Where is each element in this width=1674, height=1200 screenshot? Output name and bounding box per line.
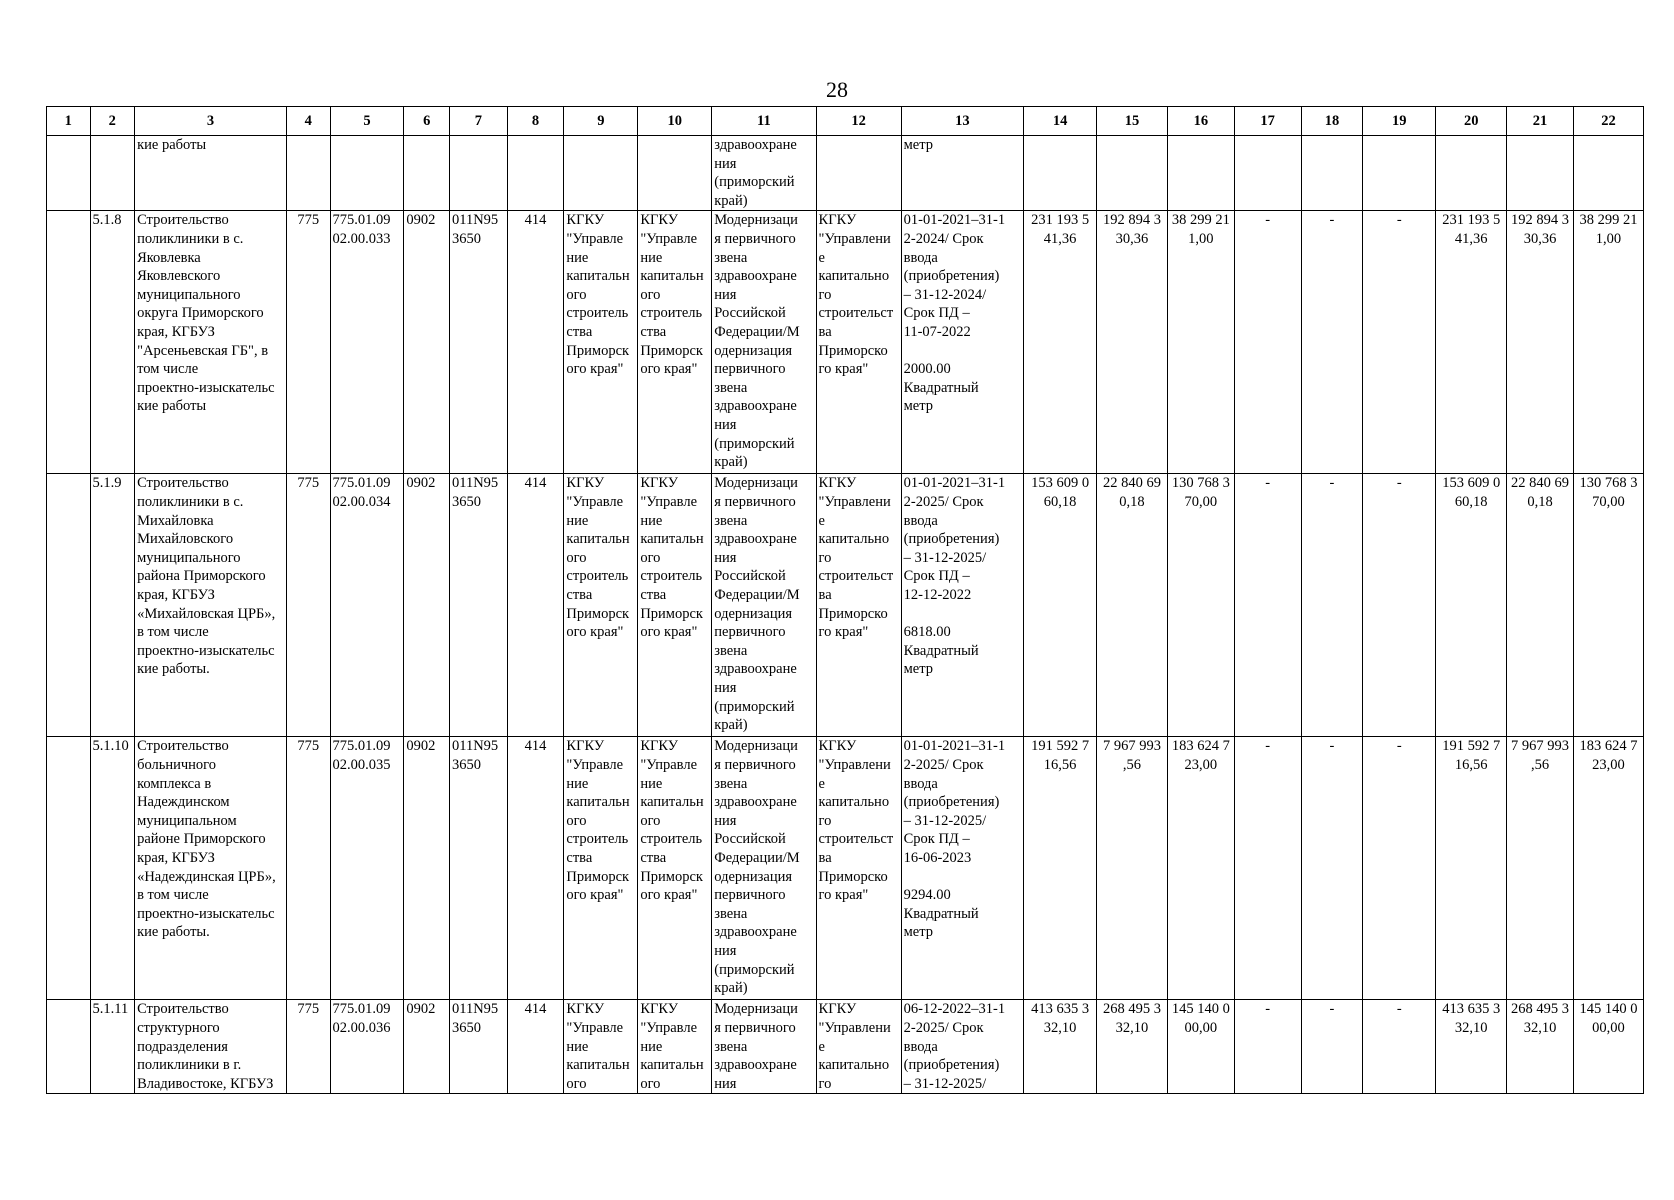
table-cell: 011N95 3650: [449, 211, 507, 474]
table-row: [47, 136, 1644, 211]
table-cell: 145 140 0 00,00: [1573, 1000, 1643, 1094]
table-cell: КГКУ "Управле ние капитальн ого строитель ства Приморск ого края": [564, 211, 638, 474]
table-cell: 775: [286, 1000, 330, 1094]
column-header: 7: [449, 107, 507, 136]
table-cell: 775.01.09 02.00.034: [330, 474, 404, 737]
column-header: 12: [816, 107, 901, 136]
column-header: 4: [286, 107, 330, 136]
table-cell: КГКУ "Управлени е капитально го строительст ва Приморско го края": [816, 737, 901, 1000]
column-header: 20: [1436, 107, 1507, 136]
table-cell: [564, 136, 638, 211]
table-row: [47, 1000, 1644, 1094]
table-cell: 231 193 5 41,36: [1024, 211, 1097, 474]
column-header: 3: [135, 107, 287, 136]
table-cell: -: [1301, 737, 1363, 1000]
table-cell: 0902: [404, 211, 450, 474]
table-cell: [286, 136, 330, 211]
header-row: [47, 107, 1644, 136]
table-cell: [47, 211, 91, 474]
table-cell: 130 768 3 70,00: [1167, 474, 1234, 737]
table-cell: -: [1301, 1000, 1363, 1094]
column-header: 22: [1573, 107, 1643, 136]
table-cell: 01-01-2021–31-1 2-2024/ Срок ввода (приобретения) – 31-12-2024/ Срок ПД – 11-07-2022 2000.00 Квадратный метр: [901, 211, 1024, 474]
item-number: 5.1.9: [90, 474, 135, 737]
object-description: Строительство больничного комплекса в Надеждинском муниципальном районе Приморского края, КГБУЗ «Надеждинская ЦРБ», в том числе проектно-изыскательс кие работы.: [135, 737, 287, 1000]
table-cell: КГКУ "Управле ние капитальн ого: [564, 1000, 638, 1094]
column-header: 18: [1301, 107, 1363, 136]
table-cell: 153 609 0 60,18: [1436, 474, 1507, 737]
table-cell: КГКУ "Управлени е капитально го: [816, 1000, 901, 1094]
table-cell: 145 140 0 00,00: [1167, 1000, 1234, 1094]
table-cell: здравоохране ния (приморский край): [712, 136, 816, 211]
table-cell: [816, 136, 901, 211]
table-cell: 268 495 3 32,10: [1507, 1000, 1574, 1094]
table-cell: -: [1234, 474, 1301, 737]
object-description: Строительство структурного подразделения поликлиники в г. Владивостоке, КГБУЗ: [135, 1000, 287, 1094]
table-cell: [47, 474, 91, 737]
table-cell: [330, 136, 404, 211]
table-cell: КГКУ "Управлени е капитально го строительст ва Приморско го края": [816, 474, 901, 737]
table-cell: [1436, 136, 1507, 211]
column-header: 5: [330, 107, 404, 136]
table-cell: 413 635 3 32,10: [1024, 1000, 1097, 1094]
table-cell: [90, 136, 135, 211]
table-cell: 183 624 7 23,00: [1573, 737, 1643, 1000]
table-cell: КГКУ "Управлени е капитально го строительст ва Приморско го края": [816, 211, 901, 474]
table-cell: 22 840 69 0,18: [1507, 474, 1574, 737]
table-cell: КГКУ "Управле ние капитальн ого строитель ства Приморск ого края": [564, 474, 638, 737]
table-cell: 775.01.09 02.00.035: [330, 737, 404, 1000]
column-header: 16: [1167, 107, 1234, 136]
table-cell: 7 967 993 ,56: [1507, 737, 1574, 1000]
column-header: 17: [1234, 107, 1301, 136]
table-row: [47, 737, 1644, 1000]
table-cell: -: [1301, 211, 1363, 474]
column-header: 8: [507, 107, 564, 136]
table-cell: КГКУ "Управле ние капитальн ого строитель ства Приморск ого края": [638, 474, 712, 737]
table-cell: Модернизаци я первичного звена здравоохране ния Российской Федерации/М одернизация первичного звена здравоохране ния (приморский край): [712, 211, 816, 474]
table-cell: [1024, 136, 1097, 211]
table-cell: 153 609 0 60,18: [1024, 474, 1097, 737]
table-cell: 01-01-2021–31-1 2-2025/ Срок ввода (приобретения) – 31-12-2025/ Срок ПД – 16-06-2023 9294.00 Квадратный метр: [901, 737, 1024, 1000]
table-cell: 192 894 3 30,36: [1507, 211, 1574, 474]
item-number: 5.1.11: [90, 1000, 135, 1094]
table-cell: [507, 136, 564, 211]
budget-table: [46, 106, 1644, 1094]
table-cell: 38 299 21 1,00: [1167, 211, 1234, 474]
table-cell: 183 624 7 23,00: [1167, 737, 1234, 1000]
table-cell: -: [1363, 737, 1436, 1000]
table-cell: [1167, 136, 1234, 211]
object-description: Строительство поликлиники в с. Яковлевка Яковлевского муниципального округа Приморского края, КГБУЗ "Арсеньевская ГБ", в том числе проектно-изыскательс кие работы: [135, 211, 287, 474]
table-cell: -: [1234, 1000, 1301, 1094]
table-cell: 231 193 5 41,36: [1436, 211, 1507, 474]
table-cell: 191 592 7 16,56: [1436, 737, 1507, 1000]
table-cell: 0902: [404, 737, 450, 1000]
table-cell: [449, 136, 507, 211]
table-cell: 011N95 3650: [449, 474, 507, 737]
item-number: 5.1.10: [90, 737, 135, 1000]
table-cell: 414: [507, 1000, 564, 1094]
table-cell: КГКУ "Управле ние капитальн ого строитель ства Приморск ого края": [638, 737, 712, 1000]
table-cell: [47, 737, 91, 1000]
column-header: 21: [1507, 107, 1574, 136]
table-cell: [47, 136, 91, 211]
table-row: [47, 211, 1644, 474]
table-cell: 191 592 7 16,56: [1024, 737, 1097, 1000]
table-cell: 01-01-2021–31-1 2-2025/ Срок ввода (приобретения) – 31-12-2025/ Срок ПД – 12-12-2022 6818.00 Квадратный метр: [901, 474, 1024, 737]
column-header: 11: [712, 107, 816, 136]
table-cell: 0902: [404, 1000, 450, 1094]
table-cell: 775: [286, 211, 330, 474]
table-cell: [1507, 136, 1574, 211]
table-cell: кие работы: [135, 136, 287, 211]
table-cell: [1097, 136, 1168, 211]
table-cell: 775.01.09 02.00.036: [330, 1000, 404, 1094]
table-cell: 775.01.09 02.00.033: [330, 211, 404, 474]
table-cell: 268 495 3 32,10: [1097, 1000, 1168, 1094]
table-cell: -: [1363, 211, 1436, 474]
table-cell: [404, 136, 450, 211]
table-cell: -: [1234, 211, 1301, 474]
column-header: 13: [901, 107, 1024, 136]
table-cell: 011N95 3650: [449, 1000, 507, 1094]
table-cell: -: [1301, 474, 1363, 737]
table-cell: КГКУ "Управле ние капитальн ого строитель ства Приморск ого края": [638, 211, 712, 474]
table-cell: [47, 1000, 91, 1094]
table-cell: 7 967 993 ,56: [1097, 737, 1168, 1000]
table-cell: 0902: [404, 474, 450, 737]
table-cell: -: [1234, 737, 1301, 1000]
table-cell: [638, 136, 712, 211]
table-cell: 775: [286, 474, 330, 737]
table-cell: Модернизаци я первичного звена здравоохране ния Российской Федерации/М одернизация первичного звена здравоохране ния (приморский край): [712, 474, 816, 737]
table-cell: метр: [901, 136, 1024, 211]
table-cell: 38 299 21 1,00: [1573, 211, 1643, 474]
column-header: 9: [564, 107, 638, 136]
table-cell: 414: [507, 211, 564, 474]
table-row: [47, 474, 1644, 737]
page-number: 28: [826, 77, 848, 102]
table-cell: 192 894 3 30,36: [1097, 211, 1168, 474]
column-header: 14: [1024, 107, 1097, 136]
table-cell: 130 768 3 70,00: [1573, 474, 1643, 737]
table-cell: Модернизаци я первичного звена здравоохране ния Российской Федерации/М одернизация первичного звена здравоохране ния (приморский край): [712, 737, 816, 1000]
object-description: Строительство поликлиники в с. Михайловка Михайловского муниципального района Приморского края, КГБУЗ «Михайловская ЦРБ», в том числе проектно-изыскательс кие работы.: [135, 474, 287, 737]
column-header: 6: [404, 107, 450, 136]
table-cell: КГКУ "Управле ние капитальн ого строитель ства Приморск ого края": [564, 737, 638, 1000]
table-cell: 414: [507, 737, 564, 1000]
column-header: 15: [1097, 107, 1168, 136]
table-cell: 011N95 3650: [449, 737, 507, 1000]
table-cell: 775: [286, 737, 330, 1000]
item-number: 5.1.8: [90, 211, 135, 474]
table-cell: [1234, 136, 1301, 211]
column-header: 19: [1363, 107, 1436, 136]
table-cell: -: [1363, 474, 1436, 737]
column-header: 2: [90, 107, 135, 136]
table-cell: 414: [507, 474, 564, 737]
column-header: 1: [47, 107, 91, 136]
table-cell: Модернизаци я первичного звена здравоохране ния: [712, 1000, 816, 1094]
column-header: 10: [638, 107, 712, 136]
table-cell: [1573, 136, 1643, 211]
table-cell: [1363, 136, 1436, 211]
table-cell: 413 635 3 32,10: [1436, 1000, 1507, 1094]
table-cell: 06-12-2022–31-1 2-2025/ Срок ввода (приобретения) – 31-12-2025/: [901, 1000, 1024, 1094]
table-cell: 22 840 69 0,18: [1097, 474, 1168, 737]
table-cell: -: [1363, 1000, 1436, 1094]
table-cell: [1301, 136, 1363, 211]
table-cell: КГКУ "Управле ние капитальн ого: [638, 1000, 712, 1094]
